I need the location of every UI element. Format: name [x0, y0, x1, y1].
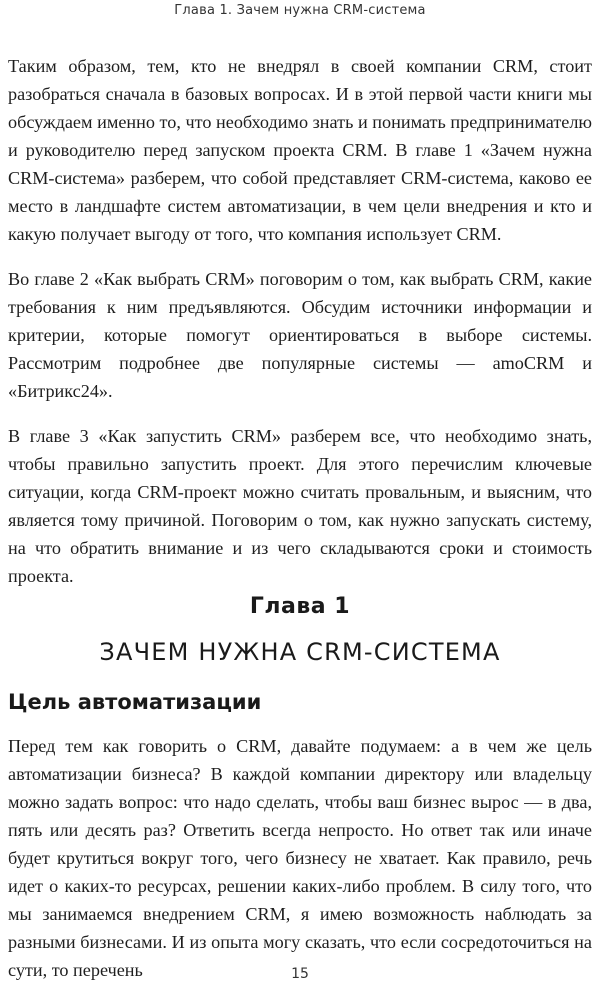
intro-text [8, 52, 592, 590]
chapter-label: Глава 1 [249, 594, 351, 619]
intro-paragraph-3: В главе 3 «Как запустить CRM» разберем все, что необходимо знать, чтобы правильно запустить проект. Для этого перечислим ключевые ситуации, когда CRM-проект можно считать провальным, и выясним, что является тому причиной. Поговорим о том, как нужно запускать систему, на что обратить внимание и из чего складываются сроки и стоимость проекта. [8, 426, 592, 586]
page-number: 15 [291, 966, 309, 982]
section-heading: Цель автоматизации [8, 690, 262, 714]
intro-paragraph-1: Таким образом, тем, кто не внедрял в своей компании CRM, стоит разобраться сначала в базовых вопросах. И в этой первой части книги мы обсуждаем именно то, что необходимо знать и понимать предпринимателю и руководителю перед запуском проекта CRM. В главе 1 «Зачем нужна CRM-система» разберем, что собой представляет CRM-система, каково ее место в ландшафте систем автоматизации, в чем цели внедрения и кто и какую получает выгоду от того, что компания использует CRM. [8, 56, 592, 244]
intro-paragraph-2: Во главе 2 «Как выбрать CRM» поговорим о том, как выбрать CRM, какие требования к ним предъявляются. Обсудим источники информации и критерии, которые помогут ориентироваться в выборе системы. Рассмотрим подробнее две популярные системы — amoCRM и «Битрикс24». [8, 269, 592, 401]
chapter-title: ЗАЧЕМ НУЖНА CRM-СИСТЕМА [99, 638, 501, 666]
section-text [8, 732, 592, 984]
section-paragraph: Перед тем как говорить о CRM, давайте подумаем: а в чем же цель автоматизации бизнеса? В каждой компании директору или владельцу можно задать вопрос: что надо сделать, чтобы ваш бизнес вырос — в два, пять или десять раз? Ответить всегда непросто. Но ответ так или иначе будет крутиться вокруг того, чего бизнесу не хватает. Как правило, речь идет о каких-то ресурсах, решении каких-либо проблем. В силу того, что мы занимаемся внедрением CRM, я имею возможность наблюдать за разными бизнесами. И из опыта могу сказать, что если сосредоточиться на сути, то перечень [8, 736, 592, 980]
running-header: Глава 1. Зачем нужна CRM-система [174, 3, 426, 18]
